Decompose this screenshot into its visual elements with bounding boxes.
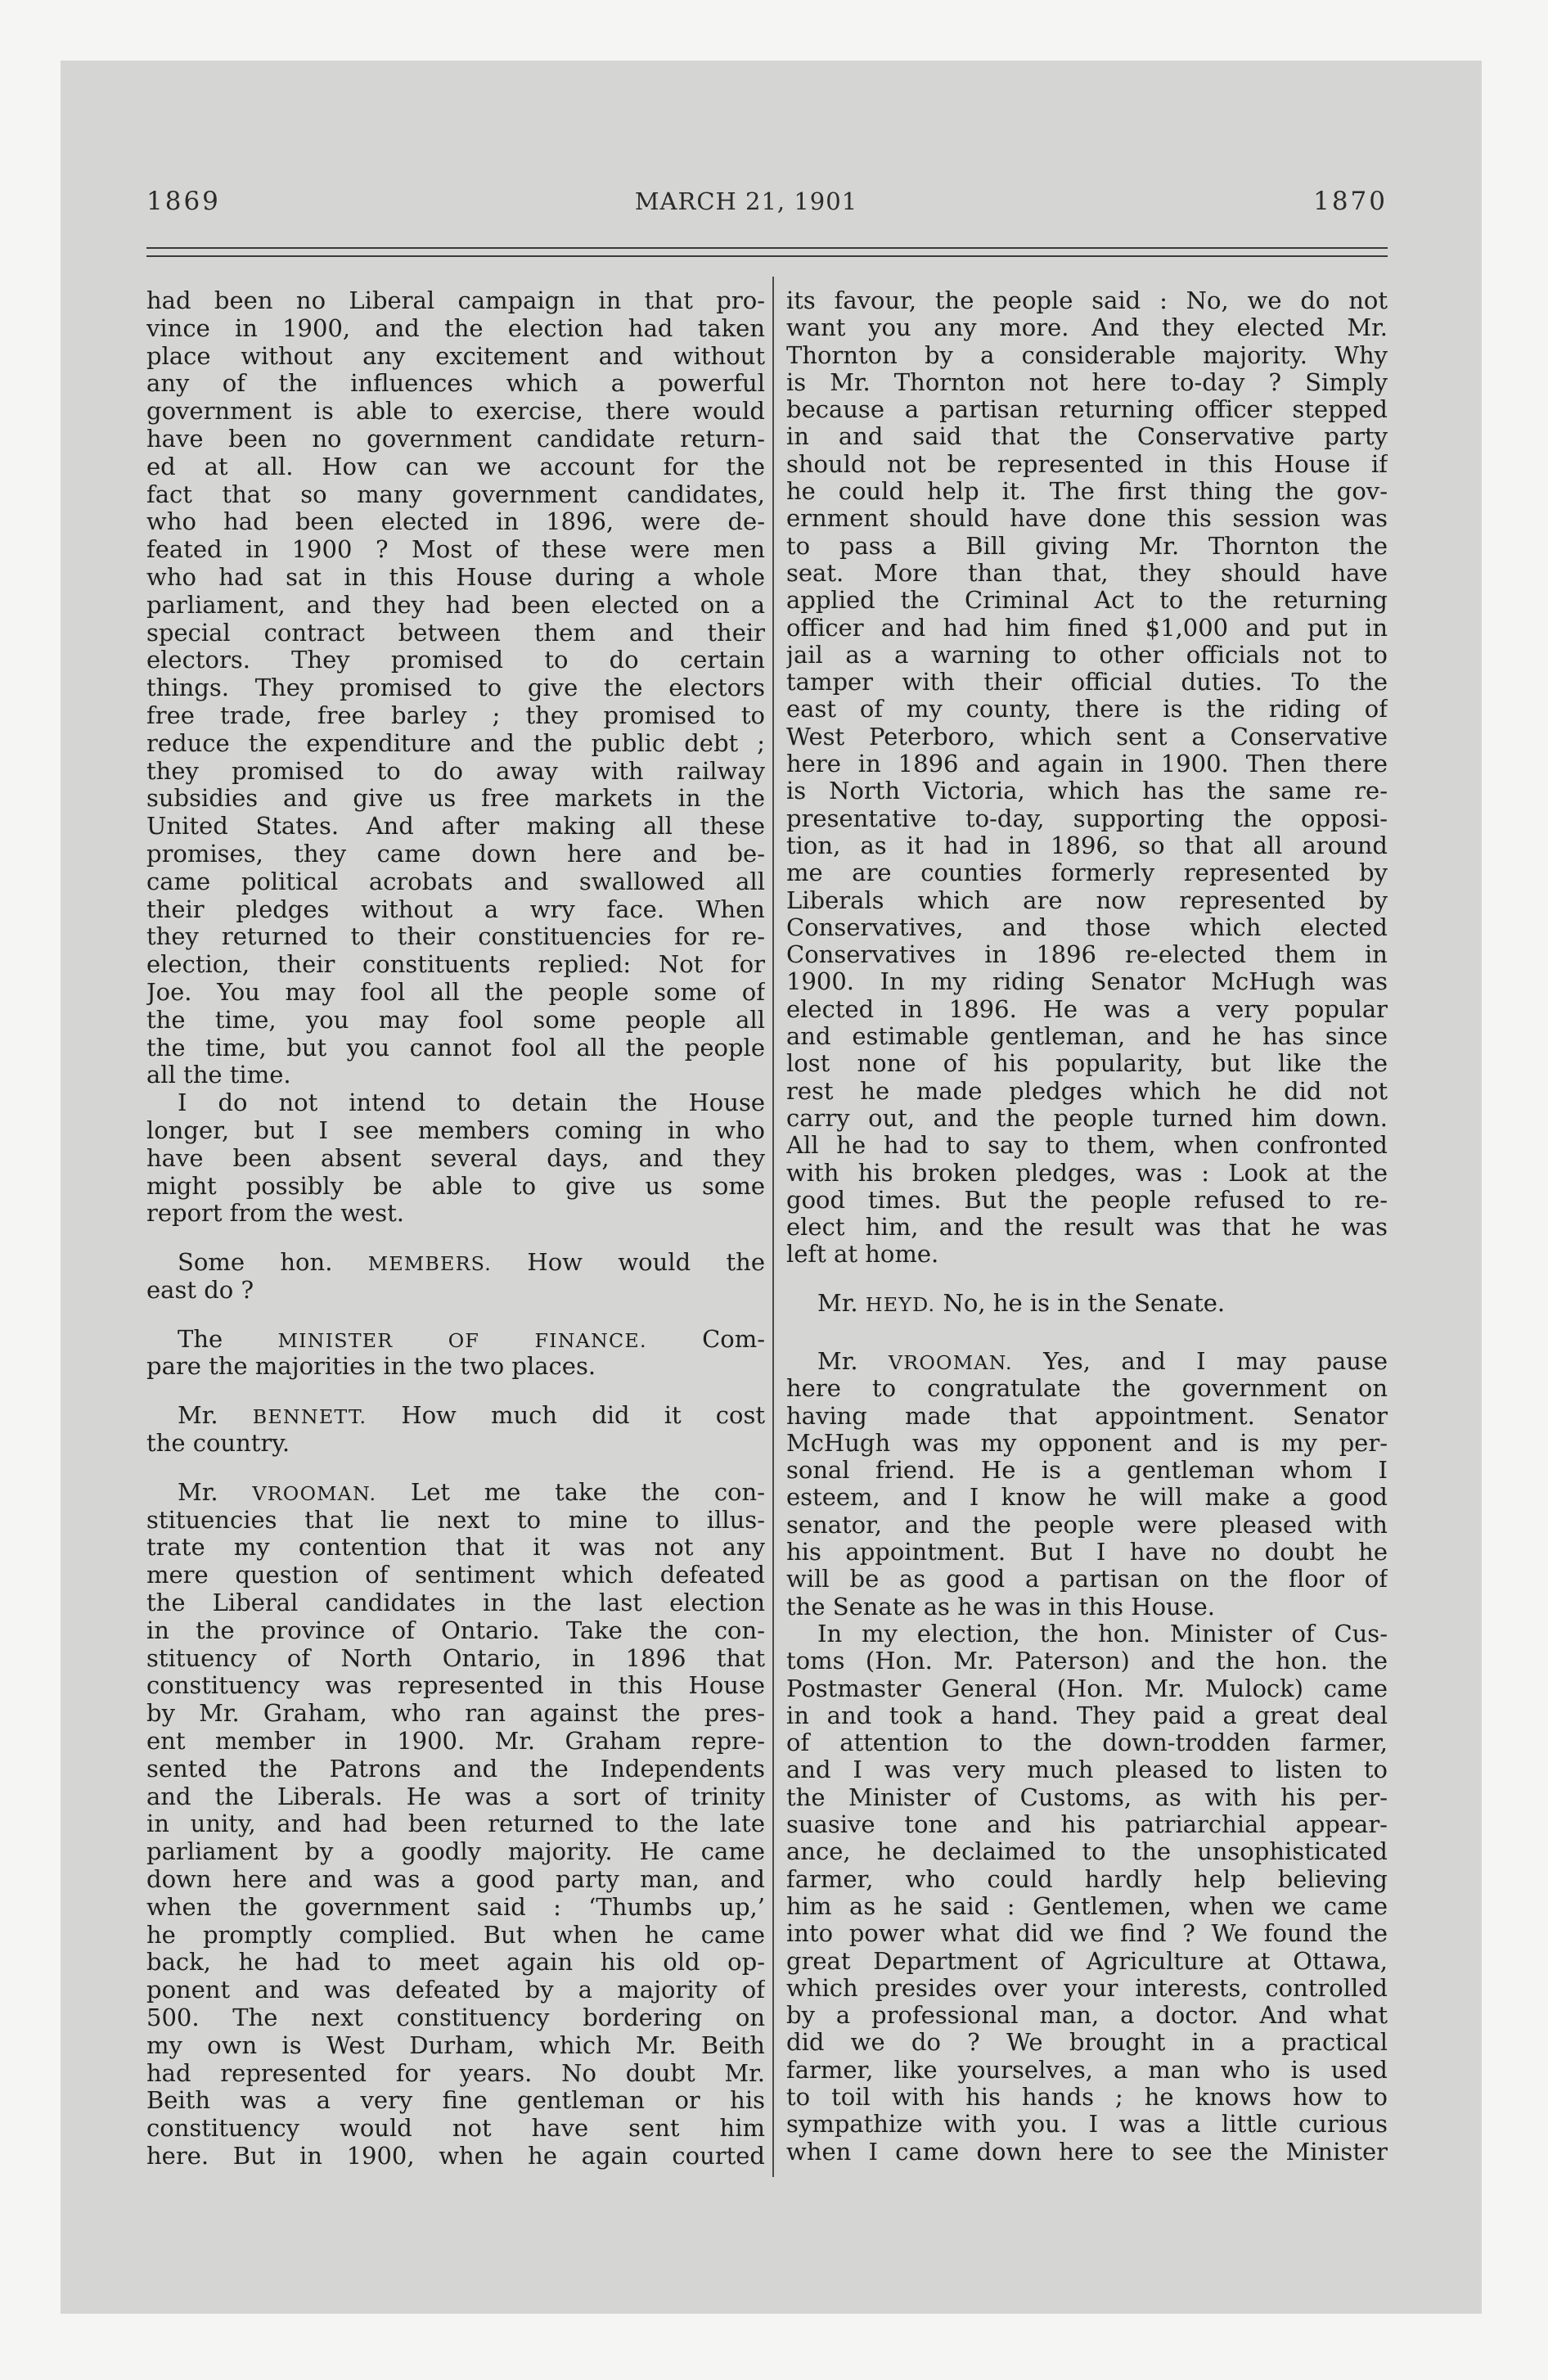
small-caps-word: VROOMAN. — [252, 1481, 377, 1505]
line-text: stituency of North Ontario, in 1896 that — [146, 1644, 765, 1672]
line-text: rest he made pledges which he did not — [786, 1077, 1388, 1105]
line-text: did we do ? We brought in a practical — [786, 2029, 1388, 2057]
text-line — [786, 505, 1388, 532]
line-text: Thornton by a considerable majority. Why — [786, 341, 1388, 369]
line-text: my own is West Durham, which Mr. Beith — [146, 2031, 765, 2059]
line-text: have been absent several days, and they — [146, 1144, 765, 1172]
line-text: because a partisan returning officer stepped — [786, 396, 1388, 424]
text-line — [786, 778, 1388, 805]
text-line — [146, 1866, 765, 1894]
text-line — [146, 1756, 765, 1783]
text-line — [786, 805, 1388, 832]
line-text: he could help it. The first thing the gov- — [786, 478, 1388, 506]
small-caps-word: OF — [448, 1328, 480, 1352]
line-text: election, their constituents replied: Not for — [146, 951, 765, 979]
line-text: No, he is in the Senate. — [943, 1289, 1226, 1317]
left-column — [146, 287, 765, 2170]
line-text: presentative to-day, supporting the opposi- — [786, 805, 1388, 832]
line-text: fact that so many government candidates, — [146, 480, 765, 508]
line-text: toms (Hon. Mr. Paterson) and the hon. the — [786, 1648, 1388, 1675]
line-text: had been no Liberal campaign in that pro- — [146, 287, 765, 314]
text-line — [146, 2115, 765, 2143]
text-line — [786, 1241, 1388, 1268]
line-text: here in 1896 and again in 1900. Then there — [786, 751, 1388, 778]
line-text: elect him, and the result was that he was — [786, 1214, 1388, 1242]
line-text: reduce the expenditure and the public debt ; — [146, 729, 765, 757]
text-line — [786, 587, 1388, 614]
line-text: ent member in 1900. Mr. Graham repre- — [146, 1728, 765, 1756]
line-text: McHugh was my opponent and is my per- — [786, 1429, 1388, 1457]
text-line — [786, 1484, 1388, 1511]
small-caps-word: MEMBERS. — [367, 1252, 493, 1276]
line-text: should not be represented in this House if — [786, 450, 1388, 478]
speaker-name: Some hon. MEMBERS. — [178, 1249, 493, 1277]
line-text: his appointment. But I have no doubt he — [786, 1539, 1388, 1566]
text-line — [146, 1034, 765, 1062]
line-text: all the time. — [146, 1062, 291, 1089]
line-text: they promised to do away with railway — [146, 757, 765, 785]
line-text: their pledges without a wry face. When — [146, 895, 765, 923]
text-line — [146, 1589, 765, 1617]
text-line — [146, 758, 765, 786]
text-line — [146, 1249, 765, 1277]
text-line — [786, 1050, 1388, 1077]
small-caps-word: BENNETT. — [252, 1405, 367, 1429]
line-text: the time, but you cannot fool all the people — [146, 1034, 765, 1062]
speaker-name: Mr. BENNETT. — [178, 1402, 367, 1430]
text-line — [146, 1838, 765, 1866]
line-text: its favour, the people said : No, we do not — [786, 287, 1388, 314]
text-line — [786, 1811, 1388, 1838]
text-line — [146, 813, 765, 841]
small-caps-word: MINISTER — [277, 1328, 394, 1352]
text-line — [786, 1457, 1388, 1484]
line-text: ance, he declaimed to the unsophisticated — [786, 1838, 1388, 1866]
text-line — [146, 1810, 765, 1838]
line-text: when I came down here to see the Minister — [786, 2138, 1388, 2166]
text-line — [146, 1479, 765, 1507]
line-text: promises, they came down here and be- — [146, 840, 765, 868]
speech-paragraph — [146, 1402, 765, 1458]
line-text: the time, you may fool some people all — [146, 1006, 765, 1034]
line-text: lost none of his popularity, but like the — [786, 1050, 1388, 1078]
line-text: farmer, who could hardly help believing — [786, 1865, 1388, 1893]
line-text: tamper with their official duties. To the — [786, 669, 1388, 696]
text-line — [786, 1187, 1388, 1214]
text-line — [146, 647, 765, 674]
line-text: in the province of Ontario. Take the con- — [146, 1616, 765, 1644]
text-line — [146, 1783, 765, 1811]
text-line — [146, 2143, 765, 2170]
text-line — [786, 1866, 1388, 1893]
line-text: have been no government candidate return- — [146, 425, 765, 453]
text-line — [786, 1784, 1388, 1811]
text-line — [786, 2111, 1388, 2138]
text-line — [786, 723, 1388, 751]
text-line — [146, 2087, 765, 2115]
line-text: good times. But the people refused to re- — [786, 1186, 1388, 1214]
line-text: he promptly complied. But when he came — [146, 1921, 765, 1949]
text-line — [786, 859, 1388, 886]
line-text: seat. More than that, they should have — [786, 559, 1388, 587]
speaker-name: Mr. VROOMAN. — [178, 1478, 377, 1506]
speech-paragraph — [146, 1249, 765, 1305]
line-text: How would the — [527, 1249, 765, 1277]
text-line — [786, 2029, 1388, 2056]
line-text: to toil with his hands ; he knows how to — [786, 2084, 1388, 2111]
text-line — [146, 398, 765, 426]
text-line — [786, 423, 1388, 450]
line-text: longer, but I see members coming in who — [146, 1116, 765, 1144]
line-text: applied the Criminal Act to the returning — [786, 587, 1388, 615]
line-text: parliament, and they had been elected on a — [146, 591, 765, 619]
line-text: carry out, and the people turned him down. — [786, 1104, 1388, 1132]
text-line — [786, 1756, 1388, 1783]
text-line — [786, 1348, 1388, 1375]
text-line — [146, 315, 765, 343]
line-text: great Department of Agriculture at Ottawa, — [786, 1947, 1388, 1975]
text-line — [786, 1512, 1388, 1539]
text-line — [786, 941, 1388, 968]
line-text: Liberals which are now represented by — [786, 886, 1388, 914]
line-text: they returned to their constituencies for re- — [146, 923, 765, 951]
text-line — [146, 287, 765, 315]
text-line — [146, 1977, 765, 2004]
line-text: subsidies and give us free markets in the — [146, 785, 765, 813]
text-line — [786, 615, 1388, 642]
text-line — [786, 1920, 1388, 1947]
line-text: left at home. — [786, 1241, 939, 1269]
small-caps-word: FINANCE. — [534, 1328, 647, 1352]
speech-paragraph — [786, 1348, 1388, 1620]
text-line — [786, 914, 1388, 941]
text-line — [786, 287, 1388, 314]
paragraph — [786, 287, 1388, 1269]
line-text: sonal friend. He is a gentleman whom I — [786, 1457, 1388, 1485]
text-line — [146, 1200, 765, 1228]
line-text: by a professional man, a doctor. And what — [786, 2002, 1388, 2030]
text-line — [786, 1620, 1388, 1648]
line-text: and the Liberals. He was a sort of trinity — [146, 1783, 765, 1810]
line-text: might possibly be able to give us some — [146, 1172, 765, 1200]
line-text: of attention to the down-trodden farmer, — [786, 1729, 1388, 1757]
line-text: mere question of sentiment which defeated — [146, 1562, 765, 1589]
line-text: having made that appointment. Senator — [786, 1402, 1388, 1430]
line-text: Postmaster General (Hon. Mr. Mulock) came — [786, 1675, 1388, 1702]
text-line — [146, 1700, 765, 1728]
line-text: vince in 1900, and the election had taken — [146, 314, 765, 342]
line-text: Conservatives in 1896 re-elected them in — [786, 941, 1388, 969]
line-text: esteem, and I know he will make a good — [786, 1484, 1388, 1512]
line-text: is North Victoria, which has the same re- — [786, 778, 1388, 805]
line-text: electors. They promised to do certain — [146, 647, 765, 674]
line-text: and I was very much pleased to listen to — [786, 1756, 1388, 1784]
line-text: east of my county, there is the riding of — [786, 696, 1388, 723]
text-line — [786, 1290, 1388, 1317]
text-line — [786, 1105, 1388, 1132]
line-text: government is able to exercise, there would — [146, 398, 765, 426]
text-line — [786, 832, 1388, 859]
line-text: by Mr. Graham, who ran against the pres- — [146, 1700, 765, 1728]
line-text: senator, and the people were pleased with — [786, 1511, 1388, 1539]
line-text: east do ? — [146, 1276, 254, 1304]
line-text: and estimable gentleman, and he has since — [786, 1023, 1388, 1051]
paragraph — [786, 1620, 1388, 2166]
line-text: in unity, and had been returned to the late — [146, 1810, 765, 1838]
line-text: Yes, and I may pause — [1043, 1347, 1388, 1375]
text-line — [146, 343, 765, 371]
line-text: 1900. In my riding Senator McHugh was — [786, 968, 1388, 996]
line-text: All he had to say to them, when confronted — [786, 1132, 1388, 1160]
line-text: any of the influences which a powerful — [146, 370, 765, 398]
line-text: is Mr. Thornton not here to-day ? Simply — [786, 368, 1388, 396]
line-text: West Peterboro, which sent a Conservative — [786, 723, 1388, 751]
line-text: I do not intend to detain the House — [178, 1089, 765, 1117]
line-text: in and said that the Conservative party — [786, 423, 1388, 451]
text-line — [146, 1277, 765, 1305]
text-line — [146, 1145, 765, 1173]
text-line — [146, 1728, 765, 1756]
line-text: the Senate as he was in this House. — [786, 1593, 1215, 1620]
text-line — [786, 1593, 1388, 1620]
line-text: who had sat in this House during a whole — [146, 563, 765, 591]
line-text: to pass a Bill giving Mr. Thornton the — [786, 532, 1388, 560]
text-line — [786, 1160, 1388, 1187]
line-text: the Liberal candidates in the last election — [146, 1589, 765, 1617]
page-number-left: 1869 — [146, 187, 221, 216]
text-line — [146, 1922, 765, 1950]
text-line — [146, 1117, 765, 1145]
text-line — [146, 951, 765, 979]
text-line — [146, 1089, 765, 1117]
line-text: officer and had him fined $1,000 and put in — [786, 614, 1388, 642]
line-text: ernment should have done this session was — [786, 505, 1388, 533]
text-line — [786, 560, 1388, 587]
line-text: him as he said : Gentlemen, when we came — [786, 1892, 1388, 1920]
text-line — [786, 314, 1388, 341]
line-text: 500. The next constituency bordering on — [146, 2004, 765, 2032]
text-line — [146, 1562, 765, 1589]
text-line — [786, 342, 1388, 369]
speech-paragraph — [146, 1326, 765, 1382]
line-text: Joe. You may fool all the people some of — [146, 978, 765, 1006]
text-line — [786, 1078, 1388, 1105]
text-line — [146, 1672, 765, 1700]
text-line — [146, 2004, 765, 2032]
text-line — [146, 370, 765, 398]
line-text: Conservatives, and those which elected — [786, 913, 1388, 941]
text-line — [146, 1062, 765, 1089]
line-text: constituency was represented in this House — [146, 1672, 765, 1700]
text-line — [146, 730, 765, 758]
line-text: the Minister of Customs, as with his per- — [786, 1783, 1388, 1811]
text-line — [786, 1023, 1388, 1050]
speaker-name: The MINISTER OF FINANCE. — [178, 1325, 647, 1353]
text-line — [146, 2032, 765, 2060]
text-line — [786, 1702, 1388, 1729]
line-text: United States. And after making all these — [146, 813, 765, 841]
text-line — [786, 2084, 1388, 2111]
text-line — [146, 1430, 765, 1458]
text-line — [786, 968, 1388, 995]
text-line — [786, 1729, 1388, 1756]
text-line — [146, 620, 765, 647]
text-line — [146, 481, 765, 509]
text-line — [146, 536, 765, 564]
line-text: back, he had to meet again his old op- — [146, 1949, 765, 1977]
text-line — [146, 1534, 765, 1562]
speech-paragraph — [146, 1479, 765, 2170]
text-line — [786, 996, 1388, 1023]
text-line — [786, 478, 1388, 505]
line-text: Let me take the con- — [410, 1478, 765, 1506]
text-line — [146, 841, 765, 868]
text-line — [146, 508, 765, 536]
text-line — [786, 1132, 1388, 1159]
line-text: sented the Patrons and the Independents — [146, 1755, 765, 1783]
text-line — [786, 642, 1388, 669]
paragraph — [146, 287, 765, 1089]
text-line — [146, 564, 765, 592]
line-text: stituencies that lie next to mine to illus- — [146, 1506, 765, 1534]
text-line — [146, 592, 765, 620]
header-rule — [146, 247, 1388, 249]
line-text: here to congratulate the government on — [786, 1375, 1388, 1403]
line-text: tion, as it had in 1896, so that all around — [786, 832, 1388, 859]
line-text: suasive tone and his patriarchial appear- — [786, 1811, 1388, 1839]
line-text: special contract between them and their — [146, 619, 765, 647]
text-line — [786, 1675, 1388, 1702]
text-line — [146, 785, 765, 813]
speaker-name: Mr. VROOMAN. — [817, 1347, 1013, 1375]
text-line — [146, 1894, 765, 1922]
line-text: pare the majorities in the two places. — [146, 1353, 596, 1381]
text-line — [786, 1566, 1388, 1593]
line-text: feated in 1900 ? Most of these were men — [146, 536, 765, 564]
text-line — [146, 1507, 765, 1535]
line-text: when the government said : ‘Thumbs up,’ — [146, 1893, 765, 1921]
line-text: report from the west. — [146, 1200, 405, 1228]
text-line — [146, 426, 765, 453]
column-divider — [772, 277, 774, 2177]
line-text: farmer, like yourselves, a man who is used — [786, 2056, 1388, 2084]
line-text: How much did it cost — [401, 1402, 765, 1430]
text-line — [146, 453, 765, 481]
page-number-right: 1870 — [1313, 187, 1388, 216]
text-line — [146, 1007, 765, 1034]
text-line — [146, 1402, 765, 1430]
text-line — [786, 1975, 1388, 2002]
line-text: trate my contention that it was not any — [146, 1534, 765, 1562]
text-line — [786, 369, 1388, 396]
line-text: down here and was a good party man, and — [146, 1866, 765, 1894]
text-line — [786, 1214, 1388, 1241]
text-line — [786, 1648, 1388, 1675]
text-line — [786, 1838, 1388, 1865]
text-line — [146, 1353, 765, 1381]
text-line — [146, 1326, 765, 1354]
line-text: free trade, free barley ; they promised to — [146, 701, 765, 729]
text-line — [786, 2139, 1388, 2166]
line-text: came political acrobats and swallowed all — [146, 868, 765, 895]
text-line — [786, 696, 1388, 723]
text-line — [146, 674, 765, 702]
line-text: who had been elected in 1896, were de- — [146, 508, 765, 536]
text-line — [146, 896, 765, 924]
line-text: place without any excitement and without — [146, 342, 765, 370]
small-caps-word: HEYD. — [865, 1292, 936, 1316]
text-line — [786, 1539, 1388, 1566]
line-text: In my election, the hon. Minister of Cus- — [817, 1620, 1388, 1648]
line-text: sympathize with you. I was a little curious — [786, 2111, 1388, 2139]
text-line — [786, 669, 1388, 696]
line-text: into power what did we find ? We found the — [786, 1920, 1388, 1948]
text-line — [786, 451, 1388, 478]
text-line — [786, 1403, 1388, 1430]
text-line — [146, 1949, 765, 1977]
line-text: me are counties formerly represented by — [786, 859, 1388, 887]
line-text: ponent and was defeated by a majority of — [146, 1977, 765, 2004]
text-line — [786, 396, 1388, 423]
line-text: Beith was a very fine gentleman or his — [146, 2087, 765, 2115]
text-line — [146, 1173, 765, 1201]
line-text: the country. — [146, 1430, 290, 1458]
text-line — [146, 923, 765, 951]
line-text: which presides over your interests, controlled — [786, 1974, 1388, 2002]
line-text: in and took a hand. They paid a great deal — [786, 1702, 1388, 1729]
text-line — [786, 887, 1388, 914]
header-rule — [146, 255, 1388, 257]
line-text: jail as a warning to other officials not to — [786, 641, 1388, 669]
text-line — [786, 1375, 1388, 1402]
line-text: constituency would not have sent him — [146, 2115, 765, 2143]
text-line — [786, 2057, 1388, 2084]
line-text: will be as good a partisan on the floor of — [786, 1566, 1388, 1593]
text-line — [786, 533, 1388, 560]
line-text: with his broken pledges, was : Look at the — [786, 1159, 1388, 1187]
line-text: here. But in 1900, when he again courted — [146, 2143, 765, 2170]
text-line — [146, 2060, 765, 2088]
small-caps-word: VROOMAN. — [888, 1350, 1013, 1374]
line-text: want you any more. And they elected Mr. — [786, 314, 1388, 342]
header-date: MARCH 21, 1901 — [634, 187, 858, 215]
right-column — [786, 287, 1388, 2166]
text-line — [786, 1430, 1388, 1457]
speaker-name: Mr. HEYD. — [817, 1289, 936, 1317]
text-line — [146, 868, 765, 896]
text-line — [786, 751, 1388, 778]
text-line — [146, 1617, 765, 1645]
line-text: elected in 1896. He was a very popular — [786, 995, 1388, 1023]
text-line — [146, 702, 765, 730]
text-line — [786, 1948, 1388, 1975]
text-line — [786, 2002, 1388, 2029]
text-line — [786, 1893, 1388, 1920]
line-text: had represented for years. No doubt Mr. — [146, 2059, 765, 2087]
line-text: parliament by a goodly majority. He came — [146, 1838, 765, 1866]
text-line — [146, 979, 765, 1007]
line-text: ed at all. How can we account for the — [146, 453, 765, 480]
text-line — [146, 1645, 765, 1673]
speech-paragraph — [786, 1290, 1388, 1317]
line-text: things. They promised to give the electors — [146, 674, 765, 702]
paragraph — [146, 1089, 765, 1228]
line-text: Com- — [702, 1325, 765, 1353]
